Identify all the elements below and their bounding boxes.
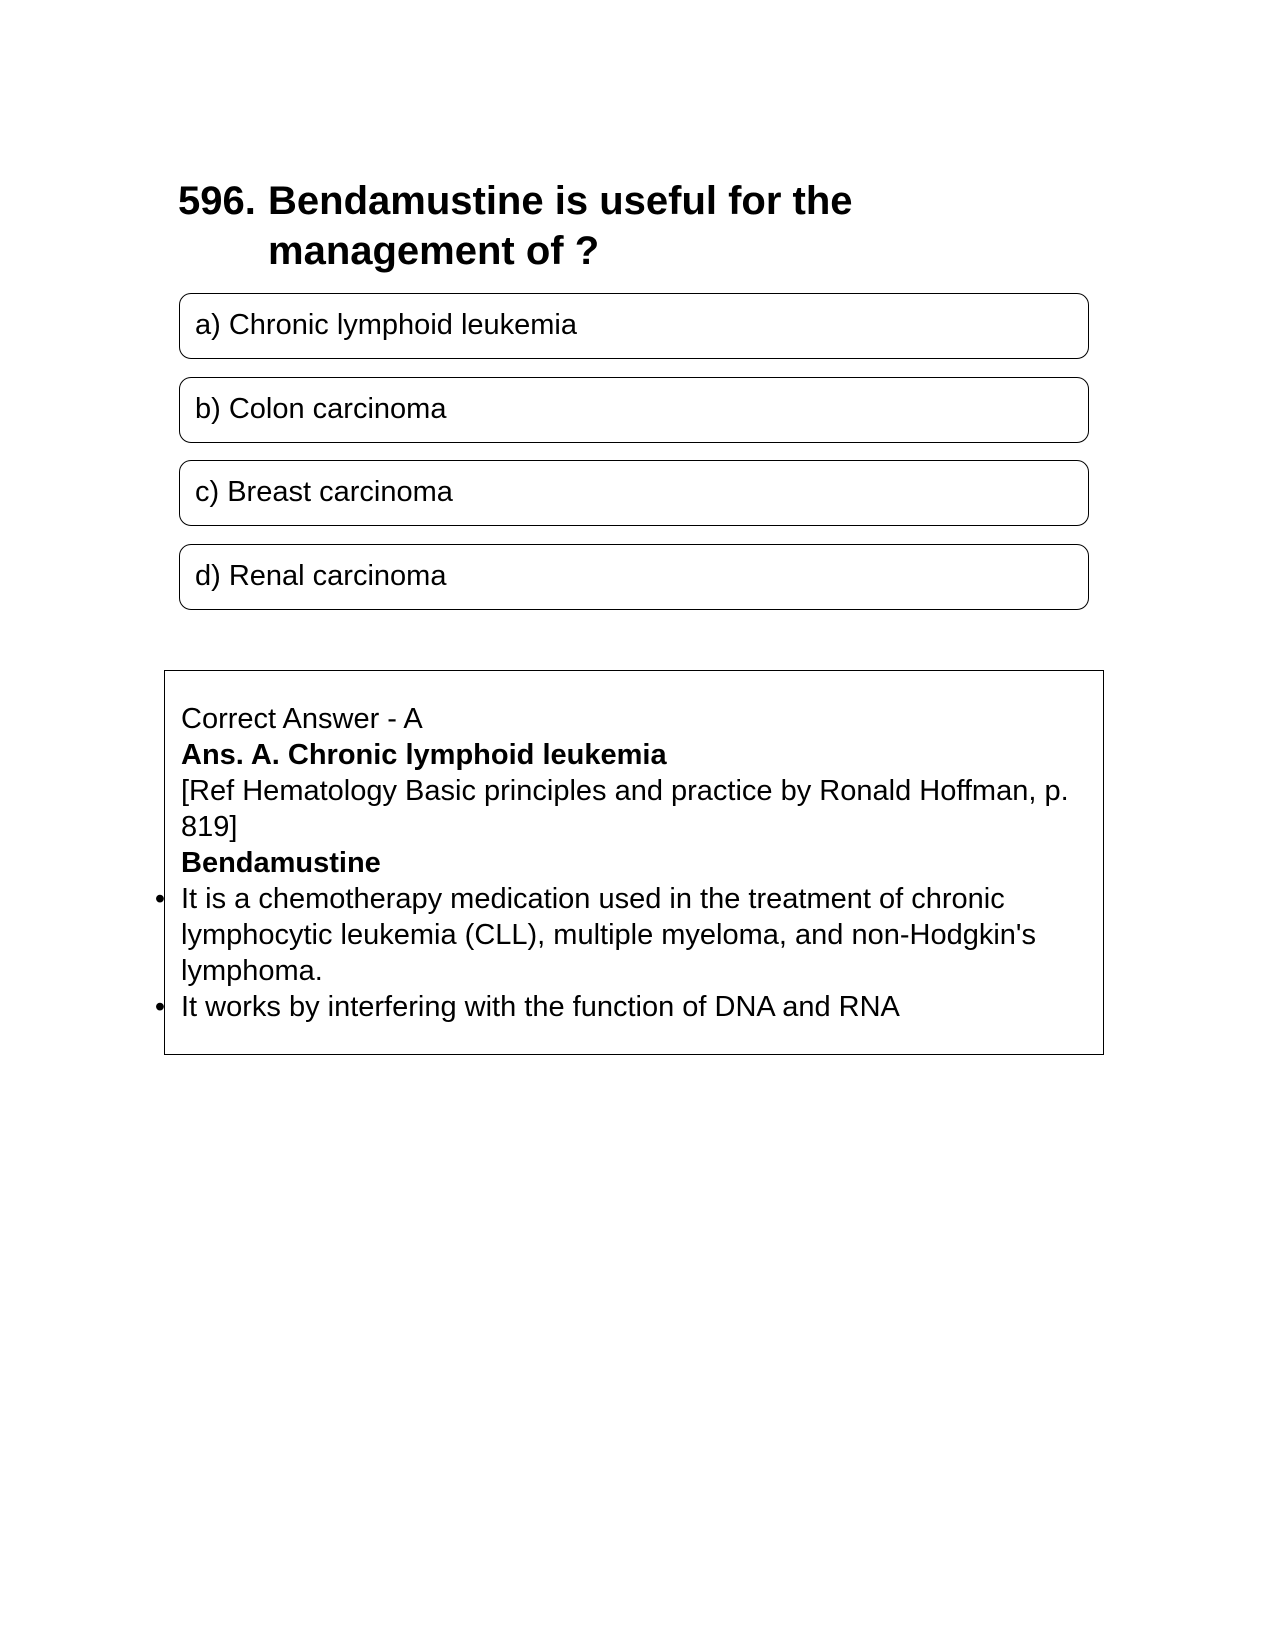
option-a[interactable]: a) Chronic lymphoid leukemia <box>179 293 1089 359</box>
bullet-text: It works by interfering with the function of DNA and RNA <box>181 991 900 1023</box>
bullet-item <box>154 989 1083 1025</box>
option-d[interactable]: d) Renal carcinoma <box>179 544 1089 610</box>
topic-heading: Bendamustine <box>181 847 381 879</box>
question-heading <box>178 176 918 276</box>
reference-text: [Ref Hematology Basic principles and practice by Ronald Hoffman, p. 819] <box>181 775 1069 843</box>
option-c[interactable]: c) Breast carcinoma <box>179 460 1089 526</box>
bullet-text: It is a chemotherapy medication used in the treatment of chronic lymphocytic leukemia (CLL), multiple myeloma, and non-Hodgkin's lymphoma. <box>181 883 1036 987</box>
answer-explanation-box <box>154 670 1104 1055</box>
question-text: Bendamustine is useful for the management of ? <box>268 179 853 273</box>
question-number: 596. <box>178 179 256 223</box>
correct-answer-line: Correct Answer - A <box>181 703 423 735</box>
answer-heading: Ans. A. Chronic lymphoid leukemia <box>181 739 667 771</box>
bullet-dot-icon: • <box>154 991 166 1023</box>
bullet-item <box>154 881 1083 989</box>
explanation-bullet-list <box>154 881 1083 1025</box>
option-b[interactable]: b) Colon carcinoma <box>179 377 1089 443</box>
bullet-dot-icon: • <box>154 883 166 915</box>
